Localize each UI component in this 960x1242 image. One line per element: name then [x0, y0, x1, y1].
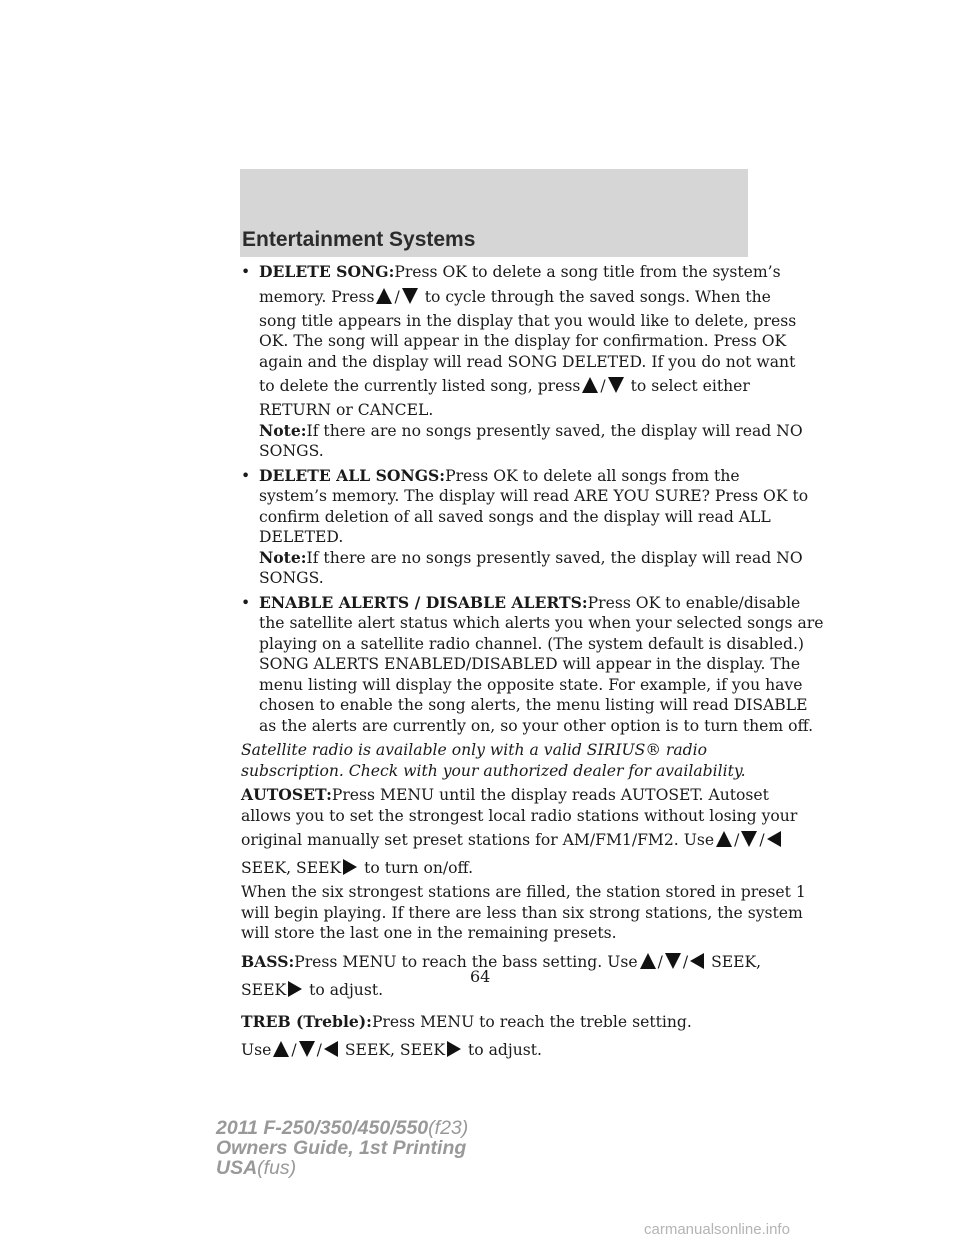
down-arrow-icon — [299, 1041, 315, 1057]
autoset-paragraph: AUTOSET:Press MENU until the display reads AUTOSET. Autoset allows you to set the strongest local radio stations without losing your original manually set preset stations for AM/FM1/FM2. Use / / SEEK, SEEK to turn on/off. When the six strongest stations are filled, the station stored in preset 1 will begin playing. If there are less than six strong stations, the system will store the last one in the remaining presets. — [241, 785, 806, 942]
footer-model: 2011 F-250/350/450/550 — [216, 1117, 429, 1139]
document-footer — [216, 1118, 468, 1178]
delete-all-label: DELETE ALL SONGS: — [259, 465, 446, 485]
up-arrow-icon — [582, 377, 598, 393]
down-arrow-icon — [741, 831, 757, 847]
down-arrow-icon — [608, 377, 624, 393]
delete-song-label: DELETE SONG: — [259, 262, 395, 281]
up-arrow-icon — [716, 831, 732, 847]
autoset-label: AUTOSET: — [241, 785, 332, 804]
footer-region-code: (fus) — [257, 1157, 297, 1179]
watermark: carmanualsonline.info — [644, 1221, 790, 1238]
seek-right-icon — [288, 981, 302, 997]
bullet: • — [241, 263, 251, 281]
bass-label: BASS: — [241, 951, 295, 971]
down-arrow-icon — [402, 288, 418, 304]
section-title: Entertainment Systems — [242, 228, 476, 251]
seek-right-icon — [447, 1041, 461, 1057]
alerts-label: ENABLE ALERTS / DISABLE ALERTS: — [259, 592, 588, 612]
satellite-note: Satellite radio is available only with a valid SIRIUS® radio subscription. Check with your authorized dealer for availability. — [241, 741, 746, 780]
seek-left-icon — [324, 1041, 338, 1057]
bass-paragraph: BASS:Press MENU to reach the bass setting. Use / / SEEK, SEEK to adjust. — [241, 951, 762, 999]
list-item-delete-all-songs: • DELETE ALL SONGS:Press OK to delete all songs from the system’s memory. The display will read ARE YOU SURE? Press OK to confirm deletion of all saved songs and the display will read ALL DELETED. Note:If there are no songs presently saved, the display will read NO SONGS. — [241, 465, 809, 587]
seek-left-icon — [690, 953, 704, 969]
treble-label: TREB (Treble): — [241, 1011, 372, 1031]
up-arrow-icon — [376, 288, 392, 304]
up-arrow-icon — [640, 953, 656, 969]
seek-left-icon — [767, 831, 781, 847]
bullet: • — [241, 593, 251, 612]
bullet: • — [241, 466, 251, 485]
down-arrow-icon — [665, 953, 681, 969]
page-number: 64 — [470, 967, 491, 986]
treble-paragraph: TREB (Treble):Press MENU to reach the treble setting. Use / / SEEK, SEEK to adjust. — [241, 1011, 692, 1059]
list-item-delete-song: • DELETE SONG:Press OK to delete a song title from the system’s memory. Press / to cycle through the saved songs. When the song title appears in the display that you would like to delete, press OK. The song will appear in the display for confirmation. Press OK again and the display will read SONG DELETED. If you do not want to delete the currently listed song, press / to select either RETURN or CANCEL. Note:If there are no songs presently saved, the display will read NO SONGS. — [241, 262, 803, 460]
footer-model-code: (f23) — [428, 1117, 469, 1139]
note-label: Note: — [259, 547, 307, 567]
list-item-alerts: • ENABLE ALERTS / DISABLE ALERTS:Press OK to enable/disable the satellite alert status which alerts you when your selected songs are playing on a satellite radio channel. (The system default is disabled.) SONG ALERTS ENABLED/DISABLED will appear in the display. The menu listing will display the opposite state. For example, if you have chosen to enable the song alerts, the menu listing will read DISABLE as the alerts are currently on, so your other option is to turn them off. — [241, 592, 824, 735]
note-label: Note: — [259, 420, 307, 440]
body-text — [241, 262, 824, 1068]
footer-region: USA — [216, 1157, 258, 1179]
footer-guide: Owners Guide, 1st Printing — [216, 1137, 467, 1159]
seek-right-icon — [343, 859, 357, 875]
up-arrow-icon — [273, 1041, 289, 1057]
